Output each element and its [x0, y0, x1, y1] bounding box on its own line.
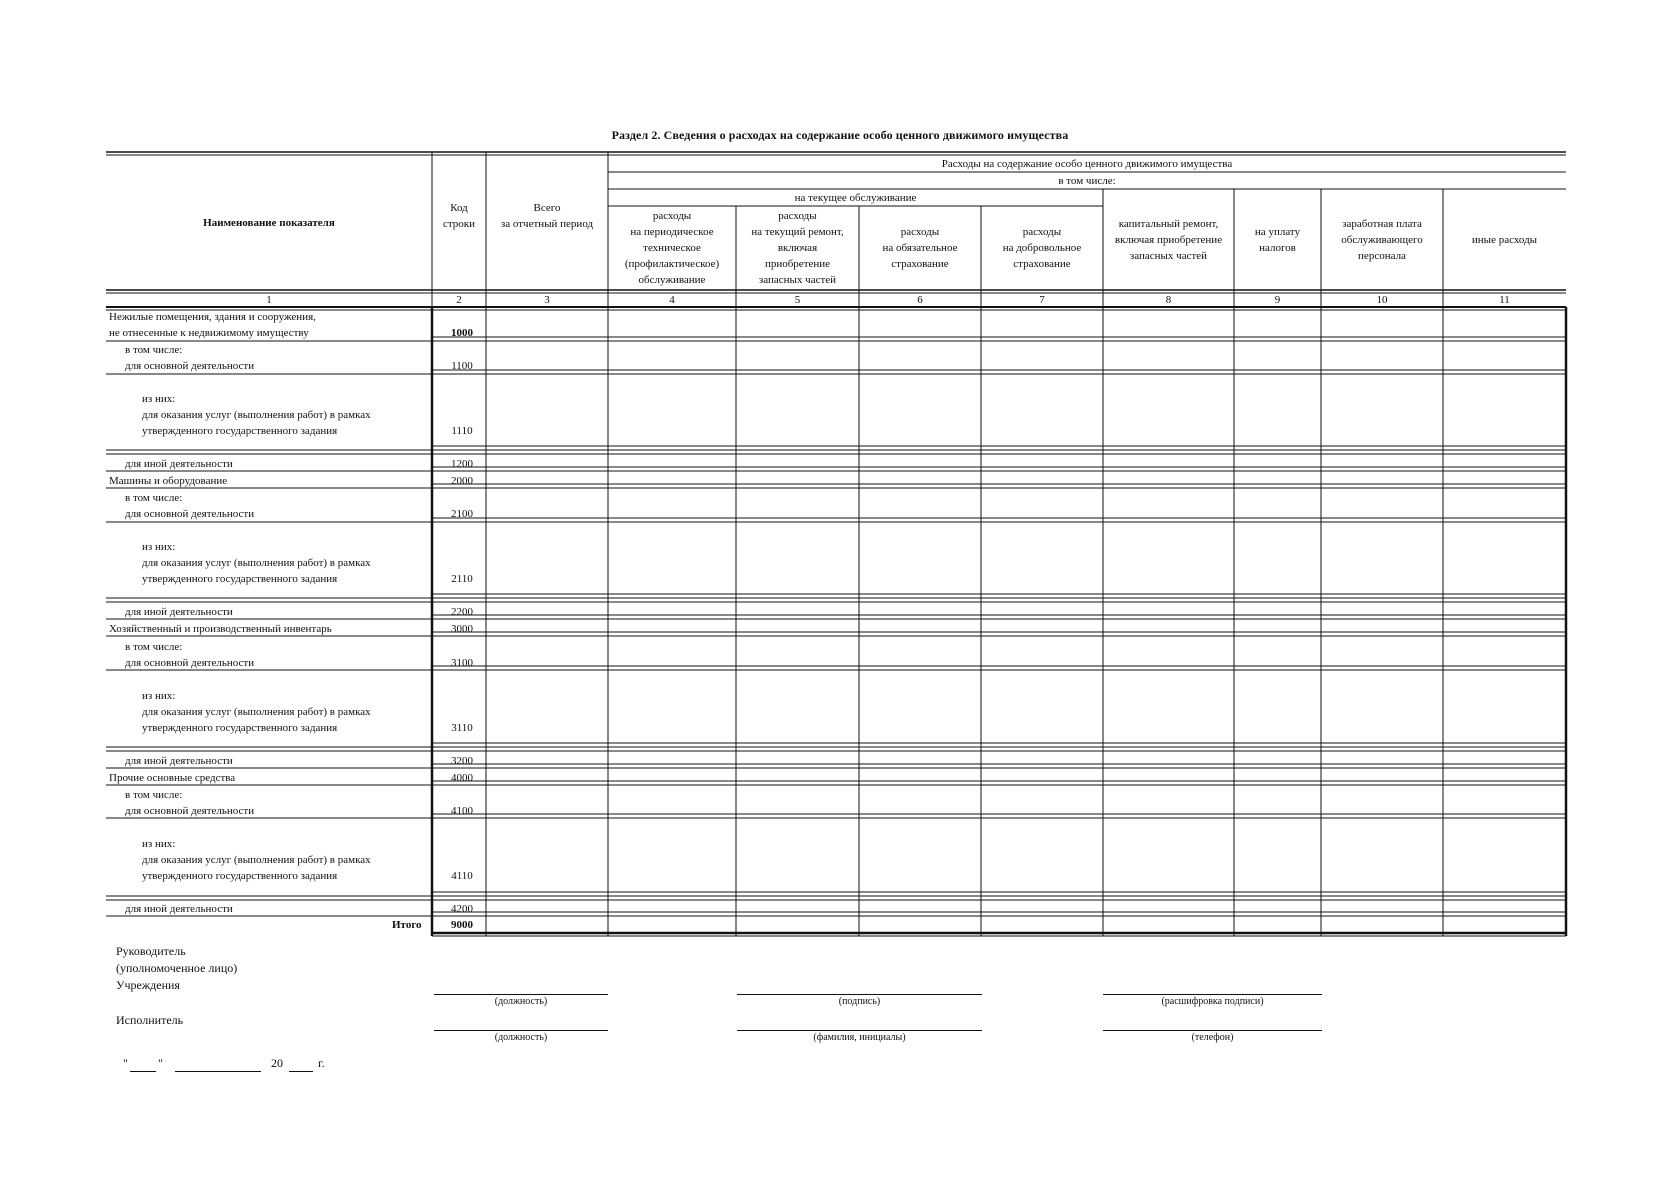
row-label: для оказания услуг (выполнения работ) в рамках	[142, 706, 371, 718]
head-label: Руководитель	[116, 944, 186, 958]
header-including: в том числе:	[1058, 174, 1116, 187]
row-label: Машины и оборудование	[109, 475, 228, 487]
row-code: 1100	[451, 360, 473, 372]
header-indicator: Наименование показателя	[203, 217, 335, 229]
date-month-line	[175, 1071, 261, 1072]
col-number: 9	[1274, 294, 1281, 306]
date-quote-close: "	[158, 1056, 163, 1070]
row-code: 1110	[451, 425, 473, 437]
row-label: для иной деятельности	[125, 755, 233, 767]
row-label: Прочие основные средства	[109, 772, 236, 784]
col-number: 7	[1039, 294, 1045, 306]
header-col-7: расходы на добровольное страхование	[1002, 226, 1082, 270]
row-label: утвержденного государственного задания	[142, 425, 338, 437]
position-caption: (должность)	[494, 996, 548, 1007]
col-number: 11	[1499, 294, 1510, 306]
row-code: 3200	[451, 755, 473, 767]
row-label: из них:	[142, 541, 176, 553]
row-label: для основной деятельности	[125, 508, 255, 520]
row-label: для оказания услуг (выполнения работ) в рамках	[142, 854, 371, 866]
phone-caption: (телефон)	[1191, 1032, 1234, 1043]
row-label: для иной деятельности	[125, 458, 233, 470]
col-number: 2	[456, 294, 462, 306]
col-number: 10	[1376, 294, 1388, 306]
col-number: 8	[1165, 294, 1172, 306]
row-label: в том числе:	[125, 492, 183, 504]
executor-label: Исполнитель	[116, 1013, 184, 1027]
row-code: 3000	[451, 623, 473, 635]
header-col-5: расходы на текущий ремонт, включая приобретение запасных частей	[751, 210, 844, 286]
decoding-caption: (расшифровка подписи)	[1161, 996, 1264, 1007]
row-label: Нежилые помещения, здания и сооружения,	[109, 311, 316, 323]
date-year-line	[289, 1071, 313, 1072]
date-quote-open: "	[123, 1056, 128, 1070]
row-code: 2000	[451, 475, 473, 487]
row-code: 1000	[451, 327, 473, 339]
col-number: 6	[917, 294, 923, 306]
signature-caption: (подпись)	[838, 996, 881, 1007]
row-label: для оказания услуг (выполнения работ) в рамках	[142, 557, 371, 569]
row-label: для оказания услуг (выполнения работ) в рамках	[142, 409, 371, 421]
row-label: для основной деятельности	[125, 360, 255, 372]
row-label: утвержденного государственного задания	[142, 722, 338, 734]
header-col-8: капитальный ремонт, включая приобретение запасных частей	[1114, 217, 1223, 262]
header-col-6: расходы на обязательное страхование	[882, 226, 958, 270]
row-label: в том числе:	[125, 344, 183, 356]
head-label: (уполномоченное лицо)	[116, 961, 238, 975]
row-label: для иной деятельности	[125, 903, 233, 915]
header-col-10: заработная плата обслуживающего персонала	[1341, 217, 1423, 262]
row-code: 4000	[451, 772, 473, 784]
row-code: 3110	[451, 722, 473, 734]
header-code: Код строки	[442, 202, 476, 230]
row-label: Хозяйственный и производственный инвентарь	[109, 623, 332, 635]
row-label: для основной деятельности	[125, 805, 255, 817]
row-code: 1200	[451, 458, 473, 470]
header-col-4: расходы на периодическое техническое (профилактическое) обслуживание	[624, 210, 720, 286]
section-title: Раздел 2. Сведения о расходах на содержание особо ценного движимого имущества	[611, 128, 1069, 142]
row-label: в том числе:	[125, 789, 183, 801]
row-code: 3100	[451, 657, 473, 669]
row-code: 2200	[451, 606, 473, 618]
row-label: для иной деятельности	[125, 606, 233, 618]
row-label: утвержденного государственного задания	[142, 870, 338, 882]
header-expenses: Расходы на содержание особо ценного движимого имущества	[941, 157, 1233, 170]
row-code: 4100	[451, 805, 473, 817]
header-current-service: на текущее обслуживание	[794, 191, 917, 204]
header-col-11: иные расходы	[1471, 233, 1538, 246]
col-number: 5	[794, 294, 801, 306]
row-label: из них:	[142, 393, 176, 405]
row-label: в том числе:	[125, 641, 183, 653]
header-col-9: на уплату налогов	[1254, 225, 1301, 254]
date-year-prefix: 20	[271, 1056, 283, 1070]
row-code: 2100	[451, 508, 473, 520]
row-code: 4200	[451, 903, 473, 915]
col-number: 3	[544, 294, 550, 306]
row-label: для основной деятельности	[125, 657, 255, 669]
row-code: 2110	[451, 573, 473, 585]
row-code: 9000	[451, 919, 473, 931]
name-caption: (фамилия, инициалы)	[813, 1032, 906, 1043]
row-label: не отнесенные к недвижимому имуществу	[109, 327, 309, 339]
row-label: из них:	[142, 838, 176, 850]
total-label: Итого	[392, 919, 422, 931]
date-day-line	[130, 1071, 156, 1072]
col-number: 4	[669, 294, 675, 306]
header-total: Всего за отчетный период	[500, 202, 594, 230]
row-label: утвержденного государственного задания	[142, 573, 338, 585]
row-label: из них:	[142, 690, 176, 702]
row-code: 4110	[451, 870, 473, 882]
head-label: Учреждения	[116, 978, 180, 992]
position-caption: (должность)	[494, 1032, 548, 1043]
col-number: 1	[266, 294, 272, 306]
date-suffix: г.	[318, 1056, 325, 1070]
